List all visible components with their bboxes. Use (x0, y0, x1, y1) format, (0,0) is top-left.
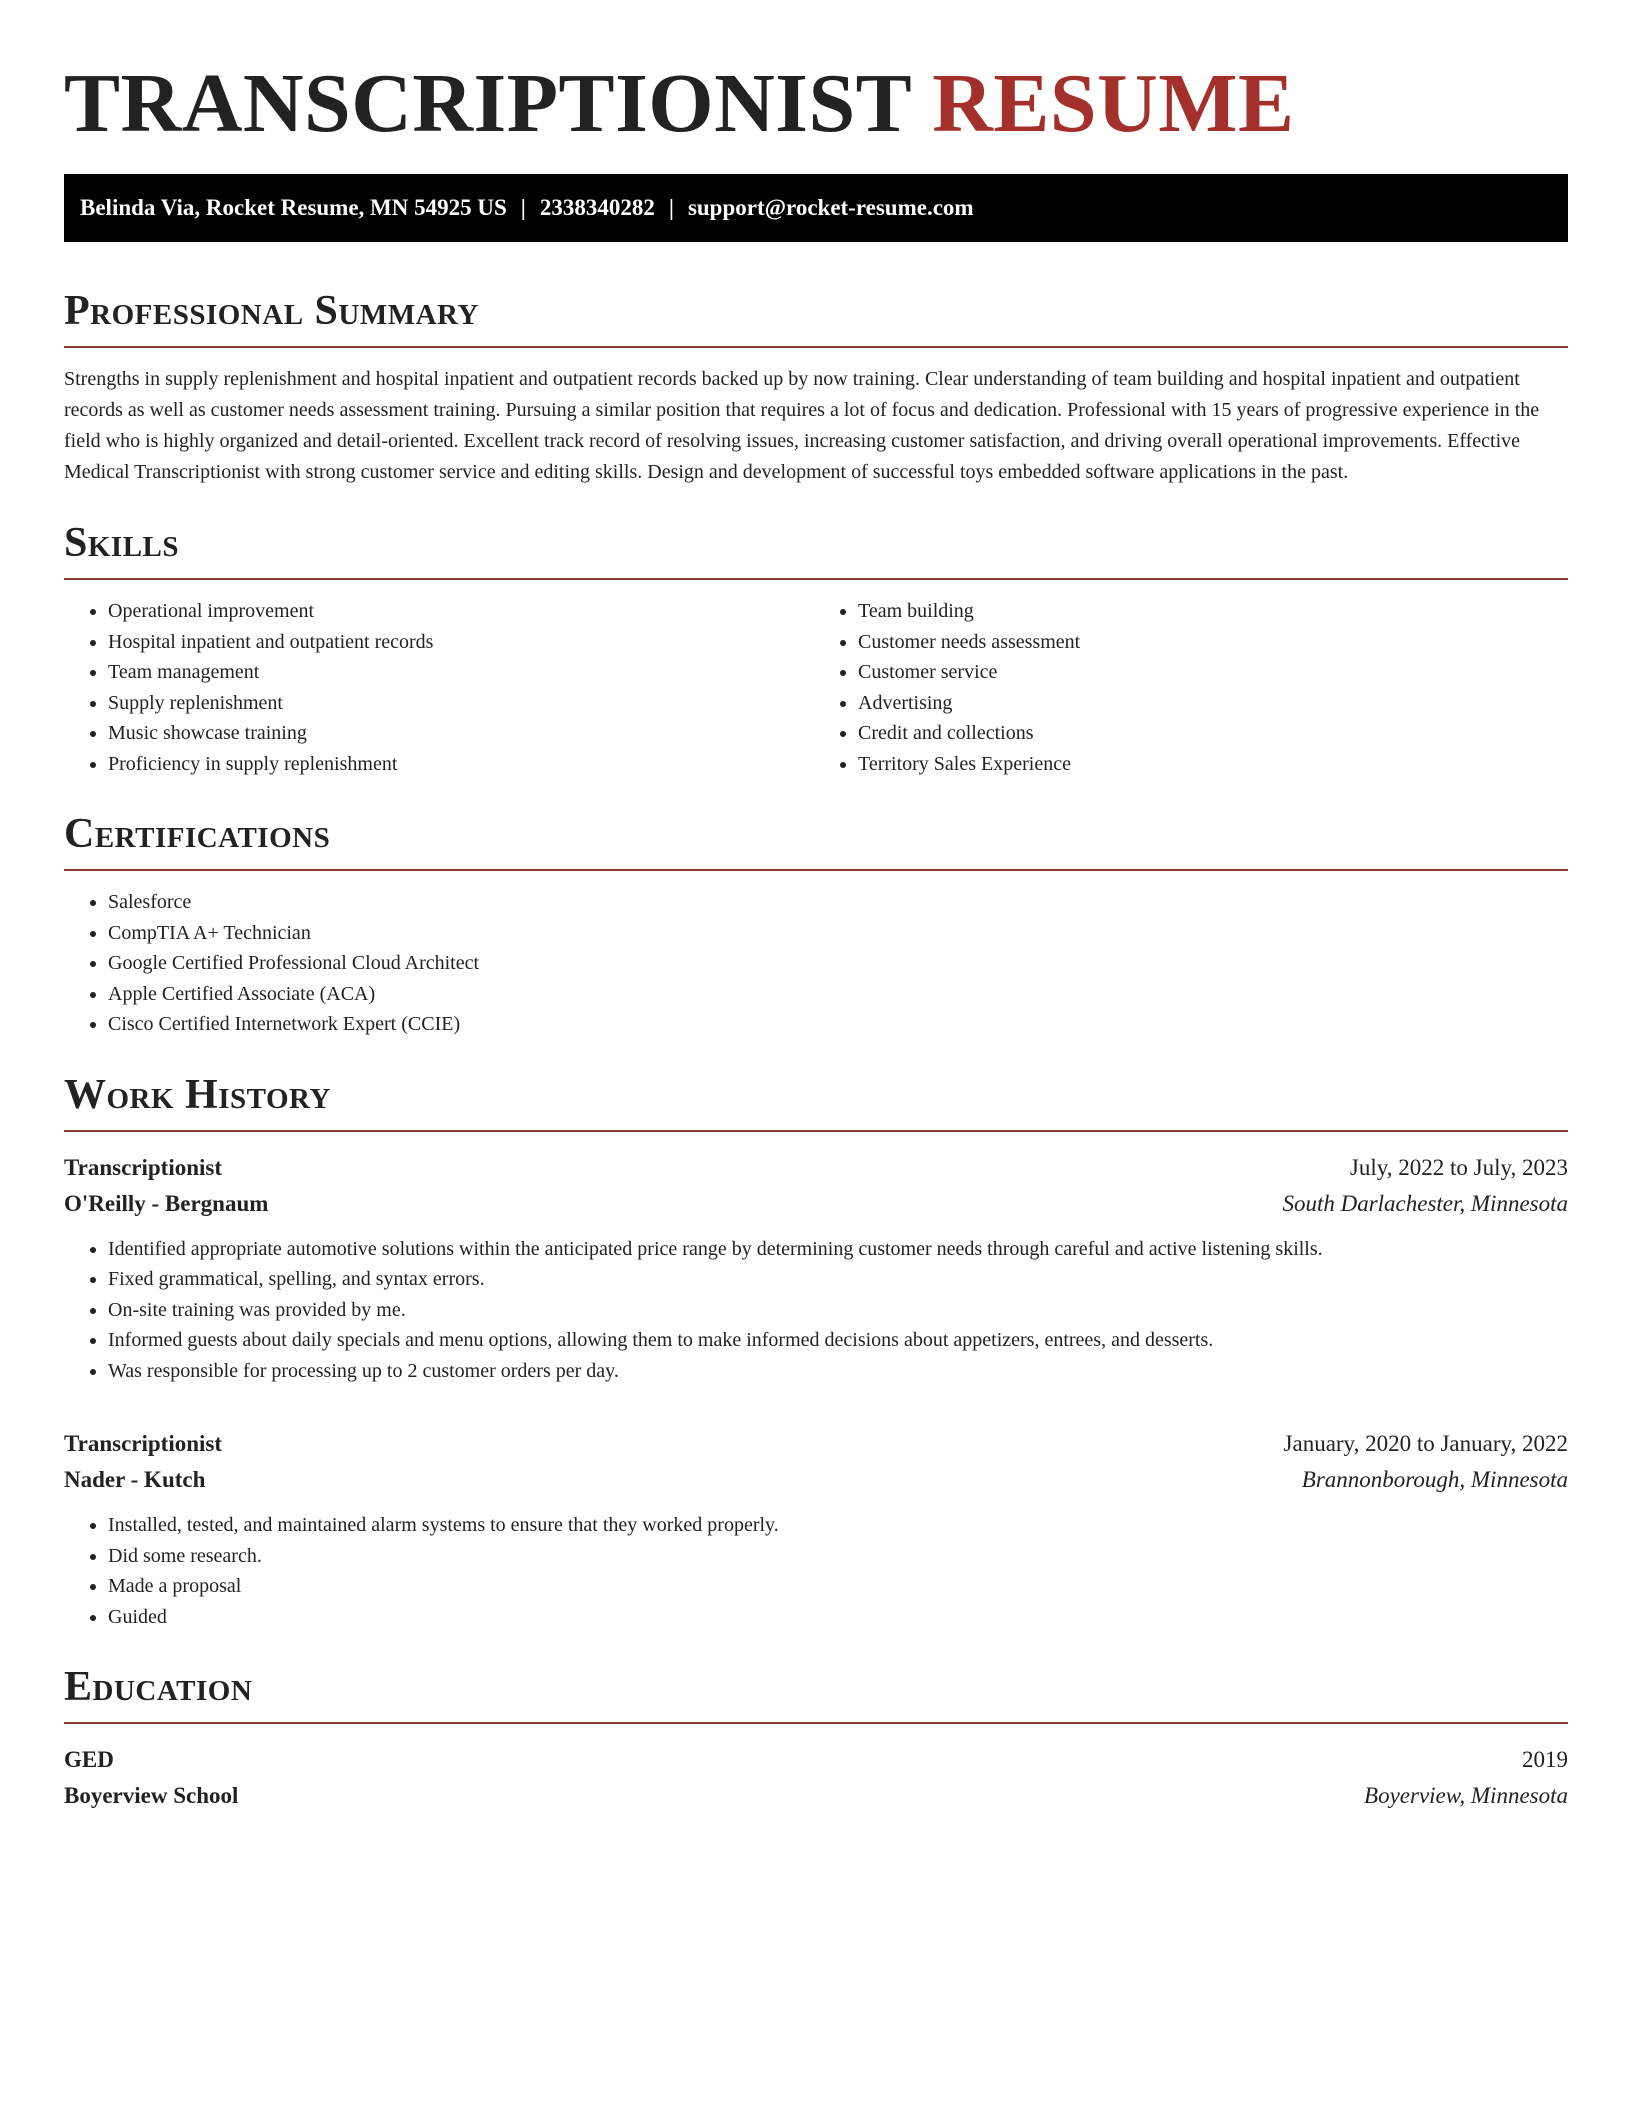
skill-item: • Territory Sales Experience (858, 749, 1568, 780)
skill-item: • Music showcase training (108, 718, 818, 749)
job-location: South Darlachester, Minnesota (1282, 1190, 1568, 1216)
skills-section (64, 518, 1568, 779)
skills-list-left (64, 596, 818, 779)
job-title: Transcriptionist (64, 1431, 223, 1456)
skill-item: • Team building (858, 596, 1568, 627)
job-duty: • On-site training was provided by me. (108, 1295, 1568, 1326)
title-role: TRANSCRIPTIONIST (64, 57, 911, 150)
job-duty: • Identified appropriate automotive solutions within the anticipated price range by determining customer needs through careful and active listening skills. (108, 1234, 1568, 1265)
education-location: Boyerview, Minnesota (1364, 1783, 1568, 1808)
certification-item: • Cisco Certified Internetwork Expert (CCIE) (108, 1009, 1568, 1040)
skill-item: • Supply replenishment (108, 688, 818, 719)
job-company-row (64, 1462, 1568, 1498)
education-degree: GED (64, 1747, 114, 1772)
job-header-row (64, 1150, 1568, 1186)
education-degree-row (64, 1742, 1568, 1778)
contact-email: support@rocket-resume.com (687, 195, 974, 220)
job-title: Transcriptionist (64, 1154, 223, 1180)
skill-item: • Operational improvement (108, 596, 818, 627)
job-header-row (64, 1426, 1568, 1462)
skill-item: • Hospital inpatient and outpatient records (108, 627, 818, 658)
job-entry (64, 1150, 1568, 1387)
certifications-heading: Certifications (64, 809, 1568, 871)
job-duties-list (64, 1510, 1568, 1632)
certification-item: • Apple Certified Associate (ACA) (108, 979, 1568, 1010)
work-history-section (64, 1070, 1568, 1633)
contact-phone: 2338340282 (539, 195, 655, 220)
title-resume: RESUME (932, 57, 1295, 150)
skill-item: • Customer service (858, 657, 1568, 688)
certification-item: • CompTIA A+ Technician (108, 918, 1568, 949)
skills-heading: Skills (64, 518, 1568, 580)
skill-item: • Advertising (858, 688, 1568, 719)
contact-separator: | (668, 195, 674, 220)
job-duties-list (64, 1234, 1568, 1387)
job-duty: • Installed, tested, and maintained alarm systems to ensure that they worked properly. (108, 1510, 1568, 1541)
job-duty: • Did some research. (108, 1541, 1568, 1572)
certification-item: • Google Certified Professional Cloud Architect (108, 948, 1568, 979)
summary-text: Strengths in supply replenishment and hospital inpatient and outpatient records backed up by now training. Clear understanding of team building and hospital inpatient and outpatient records as well as customer needs assessment training. Pursuing a similar position that requires a lot of focus and dedication. Professional with 15 years of progressive experience in the field who is highly organized and detail-oriented. Excellent track record of resolving issues, increasing customer satisfaction, and driving overall operational improvements. Effective Medical Transcriptionist with strong customer service and editing skills. Design and development of successful toys embedded software applications in the past. (64, 368, 1540, 483)
job-company: O'Reilly - Bergnaum (64, 1190, 269, 1216)
job-entry (64, 1426, 1568, 1632)
skills-list-right (818, 596, 1568, 779)
certifications-list (64, 887, 1568, 1040)
education-entry (64, 1742, 1568, 1814)
contact-address: Belinda Via, Rocket Resume, MN 54925 US (80, 195, 507, 220)
job-company-row (64, 1186, 1568, 1222)
job-duty: • Fixed grammatical, spelling, and syntax errors. (108, 1264, 1568, 1295)
certification-item: • Salesforce (108, 887, 1568, 918)
education-school: Boyerview School (64, 1783, 239, 1808)
skill-item: • Team management (108, 657, 818, 688)
job-duty: • Was responsible for processing up to 2 customer orders per day. (108, 1356, 1568, 1387)
summary-heading: Professional Summary (64, 286, 1568, 348)
skill-item: • Customer needs assessment (858, 627, 1568, 658)
job-dates: January, 2020 to January, 2022 (1283, 1431, 1568, 1456)
resume-title (64, 58, 1568, 150)
certifications-section (64, 809, 1568, 1040)
education-school-row (64, 1778, 1568, 1814)
contact-separator: | (520, 195, 526, 220)
skills-grid (64, 580, 1568, 779)
job-location: Brannonborough, Minnesota (1301, 1467, 1568, 1492)
skill-item: • Credit and collections (858, 718, 1568, 749)
job-company: Nader - Kutch (64, 1467, 206, 1492)
skill-item: • Proficiency in supply replenishment (108, 749, 818, 780)
job-dates: July, 2022 to July, 2023 (1349, 1154, 1568, 1180)
education-heading: Education (64, 1662, 1568, 1724)
job-duty: • Guided (108, 1602, 1568, 1633)
job-duty: • Informed guests about daily specials and menu options, allowing them to make informed decisions about appetizers, entrees, and desserts. (108, 1325, 1568, 1356)
work-history-heading: Work History (64, 1070, 1568, 1132)
summary-section (64, 286, 1568, 488)
job-duty: • Made a proposal (108, 1571, 1568, 1602)
education-year: 2019 (1522, 1747, 1568, 1772)
contact-bar (64, 174, 1568, 242)
education-section (64, 1662, 1568, 1814)
